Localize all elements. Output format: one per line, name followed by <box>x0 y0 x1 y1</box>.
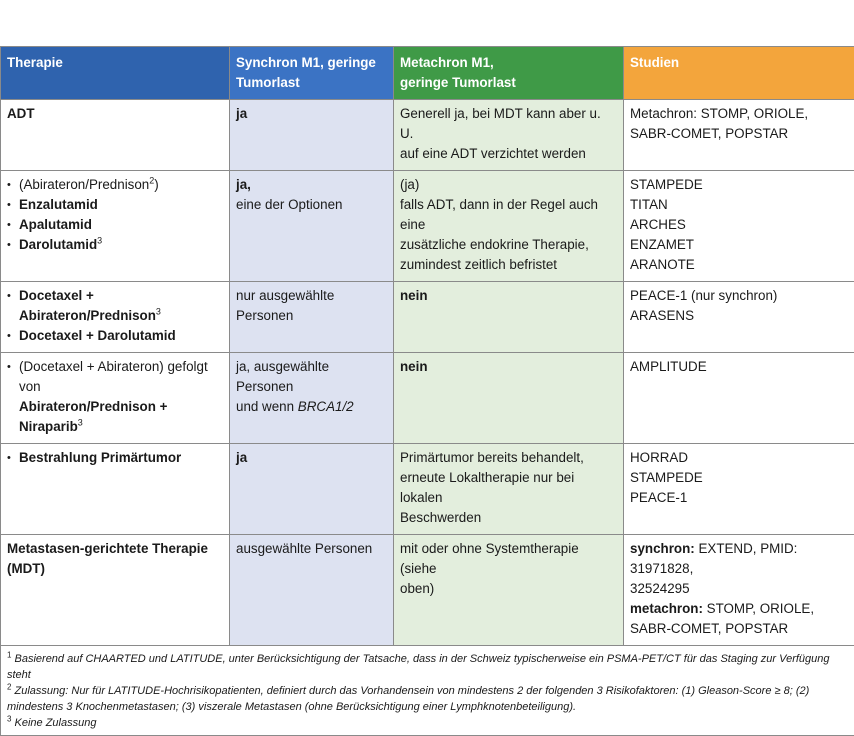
header-therapie: Therapie <box>1 47 230 100</box>
footnotes <box>1 646 854 736</box>
therapie-list <box>7 448 223 468</box>
therapie-cell <box>1 444 230 535</box>
therapie-name: (MDT) <box>7 559 223 579</box>
header-synchron-line: Synchron M1, geringe <box>236 53 387 73</box>
synchron-cell <box>230 100 394 171</box>
studien-line: PEACE-1 (nur synchron) <box>630 286 848 306</box>
metachron-value: nein <box>400 288 428 303</box>
metachron-line: falls ADT, dann in der Regel auch eine <box>400 195 617 235</box>
studien-line: SABR-COMET, POPSTAR <box>630 619 848 639</box>
studien-line: Metachron: STOMP, ORIOLE, <box>630 104 848 124</box>
therapie-list <box>7 286 223 346</box>
metachron-cell <box>394 535 624 646</box>
table-row <box>1 353 854 444</box>
synchron-line: und wenn BRCA1/2 <box>236 397 387 417</box>
studien-line: SABR-COMET, POPSTAR <box>630 124 848 144</box>
footnote: $^2$ Zulassung: Nur für LATITUDE-Hochrisikopatienten, definiert durch das Vorhandensein von mindestens 2 der folgenden 3 Risikofaktoren: (1) Gleason-Score ≥ 8; (2) mindestens 3 Knochenmetastasen; (3) viszerale Metastasen (ohne Berücksichtigung einer Lymphknotenbeteiligung). <box>7 683 848 715</box>
studien-line: AMPLITUDE <box>630 357 848 377</box>
list-item: • Docetaxel + Darolutamid <box>7 326 223 346</box>
metachron-cell <box>394 353 624 444</box>
metachron-cell <box>394 444 624 535</box>
header-row <box>1 47 854 100</box>
list-item: • Bestrahlung Primärtumor <box>7 448 223 468</box>
metachron-cell <box>394 100 624 171</box>
header-metachron-line: Metachron M1, <box>400 53 617 73</box>
synchron-value: ausgewählte Personen <box>236 541 372 556</box>
synchron-value: ja, <box>236 175 387 195</box>
synchron-value: nur ausgewählte Personen <box>236 288 334 323</box>
metachron-line: zumindest zeitlich befristet <box>400 255 617 275</box>
metachron-line: auf eine ADT verzichtet werden <box>400 144 617 164</box>
list-item: • (Docetaxel + Abirateron) gefolgt von Abirateron/Prednison + Niraparib$^3$ <box>7 357 223 437</box>
synchron-cell <box>230 171 394 282</box>
synchron-cell <box>230 282 394 353</box>
header-metachron-line: geringe Tumorlast <box>400 73 617 93</box>
metachron-cell <box>394 282 624 353</box>
therapy-table-container <box>0 46 854 736</box>
therapie-name: Metastasen-gerichtete Therapie <box>7 539 223 559</box>
studien-cell <box>624 282 854 353</box>
metachron-line: (ja) <box>400 175 617 195</box>
gene-name: BRCA1/2 <box>298 399 354 414</box>
studien-cell <box>624 100 854 171</box>
table-row <box>1 282 854 353</box>
footnote-row <box>1 646 854 736</box>
metachron-cell <box>394 171 624 282</box>
synchron-value: ja <box>236 106 247 121</box>
studien-line: HORRAD <box>630 448 848 468</box>
studien-cell <box>624 444 854 535</box>
header-synchron <box>230 47 394 100</box>
metachron-value: nein <box>400 359 428 374</box>
synchron-cell <box>230 353 394 444</box>
header-synchron-line: Tumorlast <box>236 73 387 93</box>
metachron-line: oben) <box>400 579 617 599</box>
studien-cell <box>624 171 854 282</box>
studien-line: PEACE-1 <box>630 488 848 508</box>
therapy-table <box>0 46 854 736</box>
studien-line: ARCHES <box>630 215 848 235</box>
studien-line: 32524295 <box>630 579 848 599</box>
therapie-cell <box>1 171 230 282</box>
metachron-line: Primärtumor bereits behandelt, <box>400 448 617 468</box>
studien-line: ENZAMET <box>630 235 848 255</box>
list-item: • Apalutamid <box>7 215 223 235</box>
synchron-cell <box>230 535 394 646</box>
studien-line: STAMPEDE <box>630 468 848 488</box>
table-row <box>1 444 854 535</box>
metachron-line: erneute Lokaltherapie nur bei lokalen <box>400 468 617 508</box>
metachron-line: mit oder ohne Systemtherapie (siehe <box>400 539 617 579</box>
therapie-name: ADT <box>7 106 35 121</box>
table-row <box>1 100 854 171</box>
studien-cell <box>624 535 854 646</box>
footnote: $^3$ Keine Zulassung <box>7 715 848 731</box>
list-item: • Docetaxel + Abirateron/Prednison$^3$ <box>7 286 223 326</box>
synchron-note: eine der Optionen <box>236 195 387 215</box>
footnote: $^1$ Basierend auf CHAARTED und LATITUDE, unter Berücksichtigung der Tatsache, dass in der Schweiz typischerweise ein PSMA-PET/CT für das Staging zur Verfügung steht <box>7 651 848 683</box>
studien-line: TITAN <box>630 195 848 215</box>
therapie-list <box>7 175 223 255</box>
metachron-line: zusätzliche endokrine Therapie, <box>400 235 617 255</box>
studien-line: ARANOTE <box>630 255 848 275</box>
therapie-cell <box>1 282 230 353</box>
header-studien: Studien <box>624 47 854 100</box>
studien-cell <box>624 353 854 444</box>
list-item: • Enzalutamid <box>7 195 223 215</box>
studien-line: ARASENS <box>630 306 848 326</box>
therapie-list <box>7 357 223 437</box>
studien-line: synchron: EXTEND, PMID: 31971828, <box>630 539 848 579</box>
list-item: • (Abirateron/Prednison$^2$) <box>7 175 223 195</box>
table-row <box>1 535 854 646</box>
table-row <box>1 171 854 282</box>
studien-line: metachron: STOMP, ORIOLE, <box>630 599 848 619</box>
synchron-value: ja <box>236 450 247 465</box>
synchron-cell <box>230 444 394 535</box>
therapie-cell <box>1 535 230 646</box>
metachron-line: Generell ja, bei MDT kann aber u. U. <box>400 104 617 144</box>
synchron-line: ja, ausgewählte Personen <box>236 357 387 397</box>
studien-line: STAMPEDE <box>630 175 848 195</box>
metachron-line: Beschwerden <box>400 508 617 528</box>
header-metachron <box>394 47 624 100</box>
therapie-cell <box>1 100 230 171</box>
therapie-cell <box>1 353 230 444</box>
list-item: • Darolutamid$^3$ <box>7 235 223 255</box>
